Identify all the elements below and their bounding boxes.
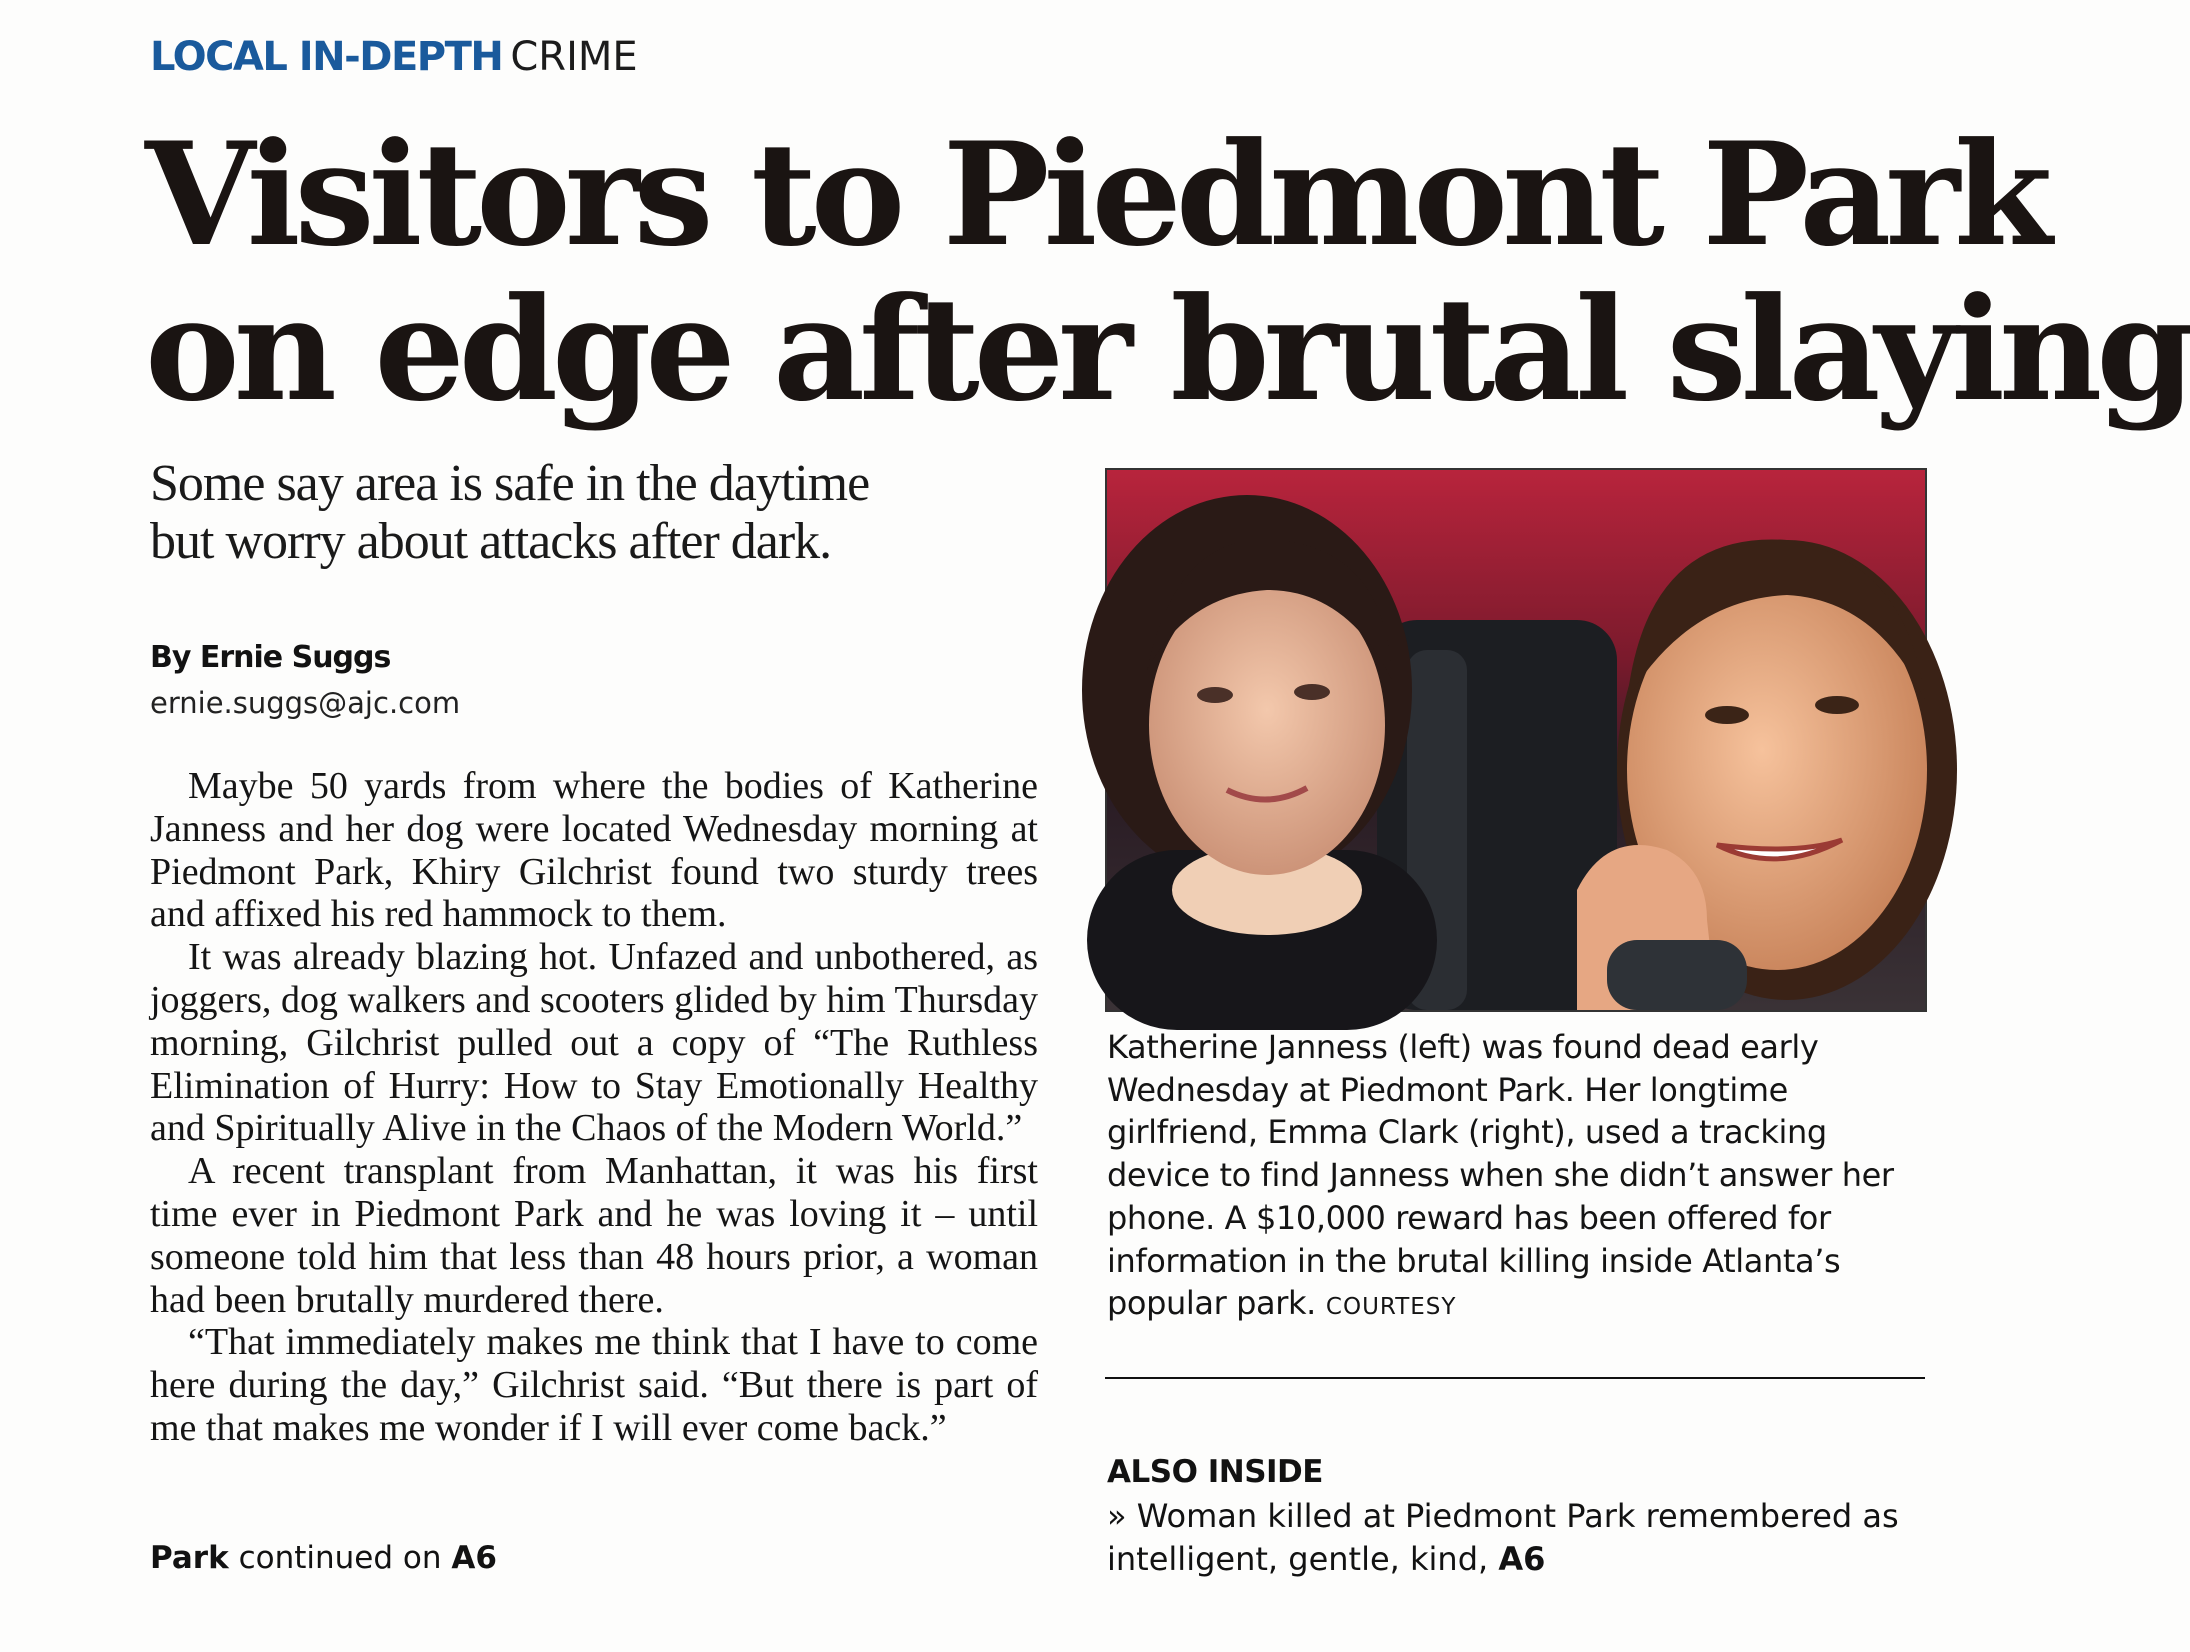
deck-line-2: but worry about attacks after dark. [150, 513, 832, 570]
also-inside-text: Woman killed at Piedmont Park remembered as intelligent, gentle, kind, [1107, 1497, 1899, 1578]
headline-line-2: on edge after brutal slaying [145, 267, 2190, 433]
topic-label: CRIME [510, 34, 638, 80]
also-inside-marker-icon: » [1107, 1497, 1127, 1535]
also-inside-heading: ALSO INSIDE [1107, 1454, 1323, 1490]
body-paragraph: It was already blazing hot. Unfazed and unbothered, as joggers, dog walkers and scooters glided by him Thursday morning, Gilchrist pulled out a copy of “The Ruthless Elimination of Hurry: How to Stay Emotionally Healthy and Spiritually Alive in the Chaos of the Modern World.” [150, 936, 1038, 1150]
headline-line-1: Visitors to Piedmont Park [145, 112, 2047, 278]
byline: By Ernie Suggs [150, 640, 391, 675]
jump-text: continued on [238, 1540, 442, 1576]
jump-line [150, 1540, 497, 1576]
photo-illustration [1107, 470, 1925, 1010]
jump-keyword: Park [150, 1540, 229, 1576]
photo [1105, 468, 1927, 1012]
photo-credit: COURTESY [1325, 1294, 1457, 1321]
section-label: LOCAL IN-DEPTH [150, 34, 503, 80]
also-inside-item[interactable] [1107, 1495, 1927, 1581]
deck-subheadline [150, 455, 1050, 571]
author-email[interactable]: ernie.suggs@ajc.com [150, 686, 461, 720]
caption-text: Katherine Janness (left) was found dead early Wednesday at Piedmont Park. Her longtime girlfriend, Emma Clark (right), used a tracking device to find Janness when she didn’t answer her phone. A $10,000 reward has been offered for information in the brutal killing inside Atlanta’s popular park. [1107, 1028, 1894, 1323]
also-inside-page: A6 [1498, 1540, 1546, 1578]
headline [145, 112, 2190, 433]
article-body [150, 765, 1038, 1450]
jump-page: A6 [451, 1540, 497, 1576]
deck-line-1: Some say area is safe in the daytime [150, 455, 870, 512]
body-paragraph: A recent transplant from Manhattan, it was his first time ever in Piedmont Park and he was loving it – until someone told him that less than 48 hours prior, a woman had been brutally murdered there. [150, 1150, 1038, 1321]
section-kicker [150, 34, 638, 80]
photo-caption [1107, 1026, 1927, 1329]
divider-rule [1105, 1377, 1925, 1379]
body-paragraph: “That immediately makes me think that I have to come here during the day,” Gilchrist said. “But there is part of me that makes me wonder if I will ever come back.” [150, 1321, 1038, 1449]
body-paragraph: Maybe 50 yards from where the bodies of Katherine Janness and her dog were located Wednesday morning at Piedmont Park, Khiry Gilchrist found two sturdy trees and affixed his red hammock to them. [150, 765, 1038, 936]
